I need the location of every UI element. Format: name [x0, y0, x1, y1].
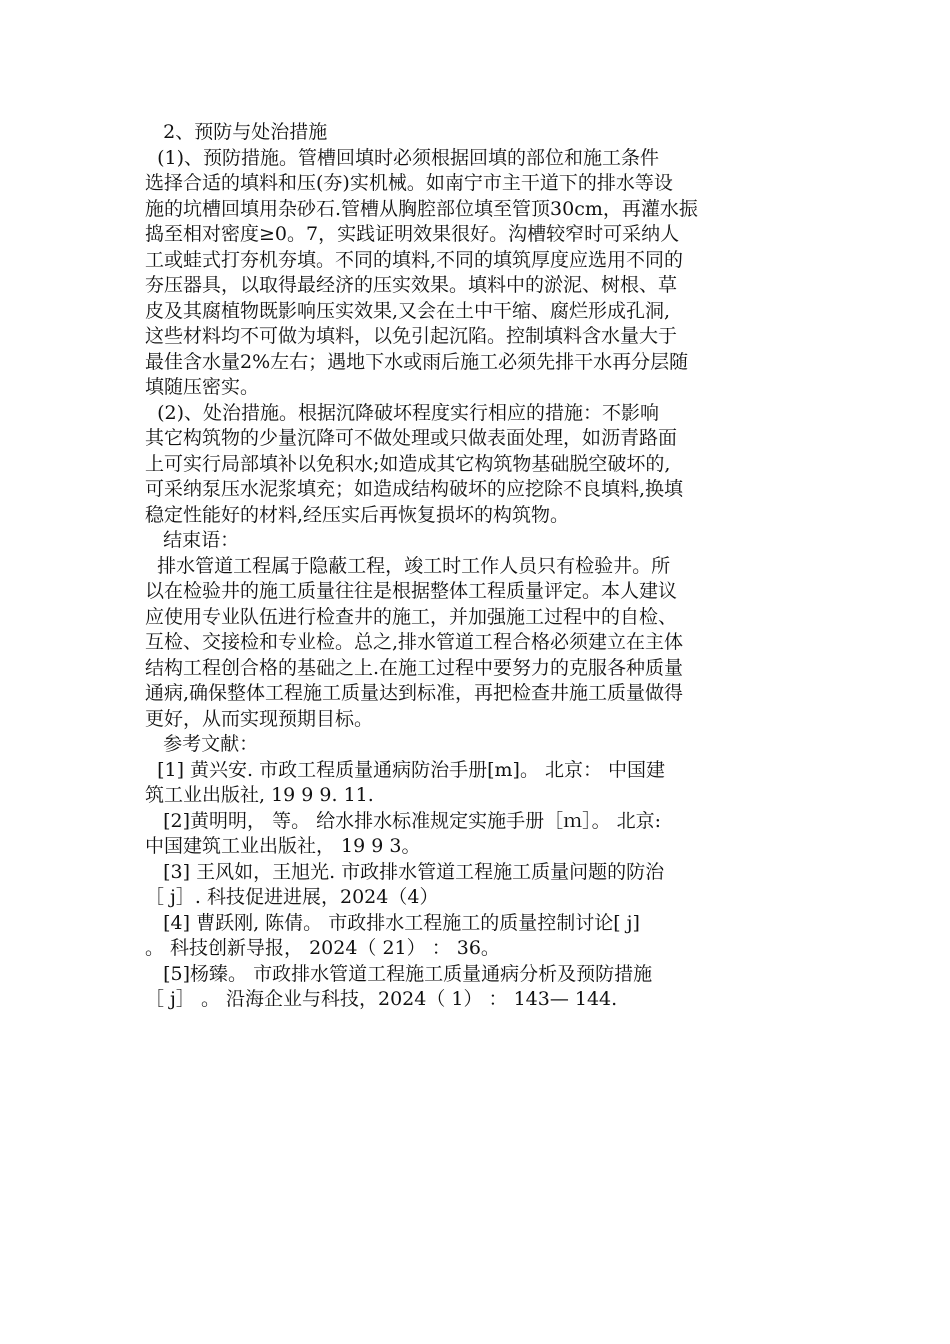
reference-line: [1] 黄兴安. 市政工程质量通病防治手册[m]。 北京： 中国建 [145, 758, 666, 781]
paragraph-line: 更好，从而实现预期目标。 [145, 707, 374, 730]
paragraph-line: 最佳含水量2%左右；遇地下水或雨后施工必须先排干水再分层随 [145, 350, 689, 373]
paragraph-line: 可采纳泵压水泥浆填充；如造成结构破坏的应挖除不良填料,换填 [145, 478, 684, 500]
paragraph-line: 施的坑槽回填用杂砂石.管槽从胸腔部位填至管顶30cm，再灌水振 [145, 197, 698, 220]
paragraph-line: 结构工程创合格的基础之上.在施工过程中要努力的克服各种质量 [145, 656, 684, 679]
reference-line: ［ j］. 科技促进进展，2024（4） [145, 886, 439, 908]
paragraph-line: 夯压器具，以取得最经济的压实效果。填料中的淤泥、树根、草 [145, 274, 678, 296]
paragraph-line: (2)、处治措施。根据沉降破坏程度实行相应的措施：不影响 [145, 401, 659, 424]
paragraph-line: 以在检验井的施工质量往往是根据整体工程质量评定。本人建议 [145, 580, 678, 602]
paragraph-line: 上可实行局部填补以免积水;如造成其它构筑物基础脱空破坏的, [145, 452, 671, 475]
paragraph-line: 填随压密实。 [145, 376, 260, 398]
paragraph-line: 互检、交接检和专业检。总之,排水管道工程合格必须建立在主体 [145, 631, 684, 653]
paragraph-line: 这些材料均不可做为填料，以免引起沉陷。控制填料含水量大于 [145, 325, 678, 347]
document-page [145, 120, 790, 1013]
paragraph-line: 皮及其腐植物既影响压实效果,又会在土中干缩、腐烂形成孔洞, [145, 299, 671, 322]
reference-line: 中国建筑工业出版社， 19 9 3。 [145, 835, 421, 857]
conclusion-heading: 结束语： [145, 529, 240, 551]
paragraph-line: 应使用专业队伍进行检查井的施工，并加强施工过程中的自检、 [145, 605, 678, 628]
paragraph-line: 通病,确保整体工程施工质量达到标准，再把检查井施工质量做得 [145, 682, 684, 704]
reference-line: [2]黄明明， 等。 给水排水标准规定实施手册［ｍ］。 北京: [145, 809, 662, 832]
paragraph-line: (1)、预防措施。管槽回填时必须根据回填的部位和施工条件 [145, 146, 659, 169]
paragraph-line: 选择合适的填料和压(夯)实机械。如南宁市主干道下的排水等设 [145, 172, 673, 194]
paragraph-line: 工或蛙式打夯机夯填。不同的填料,不同的填筑厚度应选用不同的 [145, 248, 684, 271]
references-heading: 参考文献： [145, 733, 259, 755]
reference-line: 。 科技创新导报， 2024（ 21） ： 36。 [145, 937, 500, 959]
paragraph-line: 捣至相对密度≥0。7，实践证明效果很好。沟槽较窄时可采纳人 [145, 223, 680, 245]
reference-line: ［ j］ 。 沿海企业与科技，2024（ 1） ： 143— 144. [145, 988, 618, 1010]
reference-line: 筑工业出版社, 19 9 9. 11. [145, 784, 374, 806]
paragraph-line: 其它构筑物的少量沉降可不做处理或只做表面处理，如沥青路面 [145, 427, 678, 449]
reference-line: [3] 王风如，王旭光. 市政排水管道工程施工质量问题的防治 [145, 860, 665, 883]
reference-line: [4] 曹跃刚, 陈倩。 市政排水工程施工的质量控制讨论[ j] [145, 911, 640, 934]
paragraph-line: 稳定性能好的材料,经压实后再恢复损坏的构筑物。 [145, 503, 570, 526]
reference-line: [5]杨臻。 市政排水管道工程施工质量通病分析及预防措施 [145, 962, 653, 985]
paragraph-line: 排水管道工程属于隐蔽工程，竣工时工作人员只有检验井。所 [145, 554, 671, 577]
section-heading: 2、预防与处治措施 [145, 121, 328, 143]
